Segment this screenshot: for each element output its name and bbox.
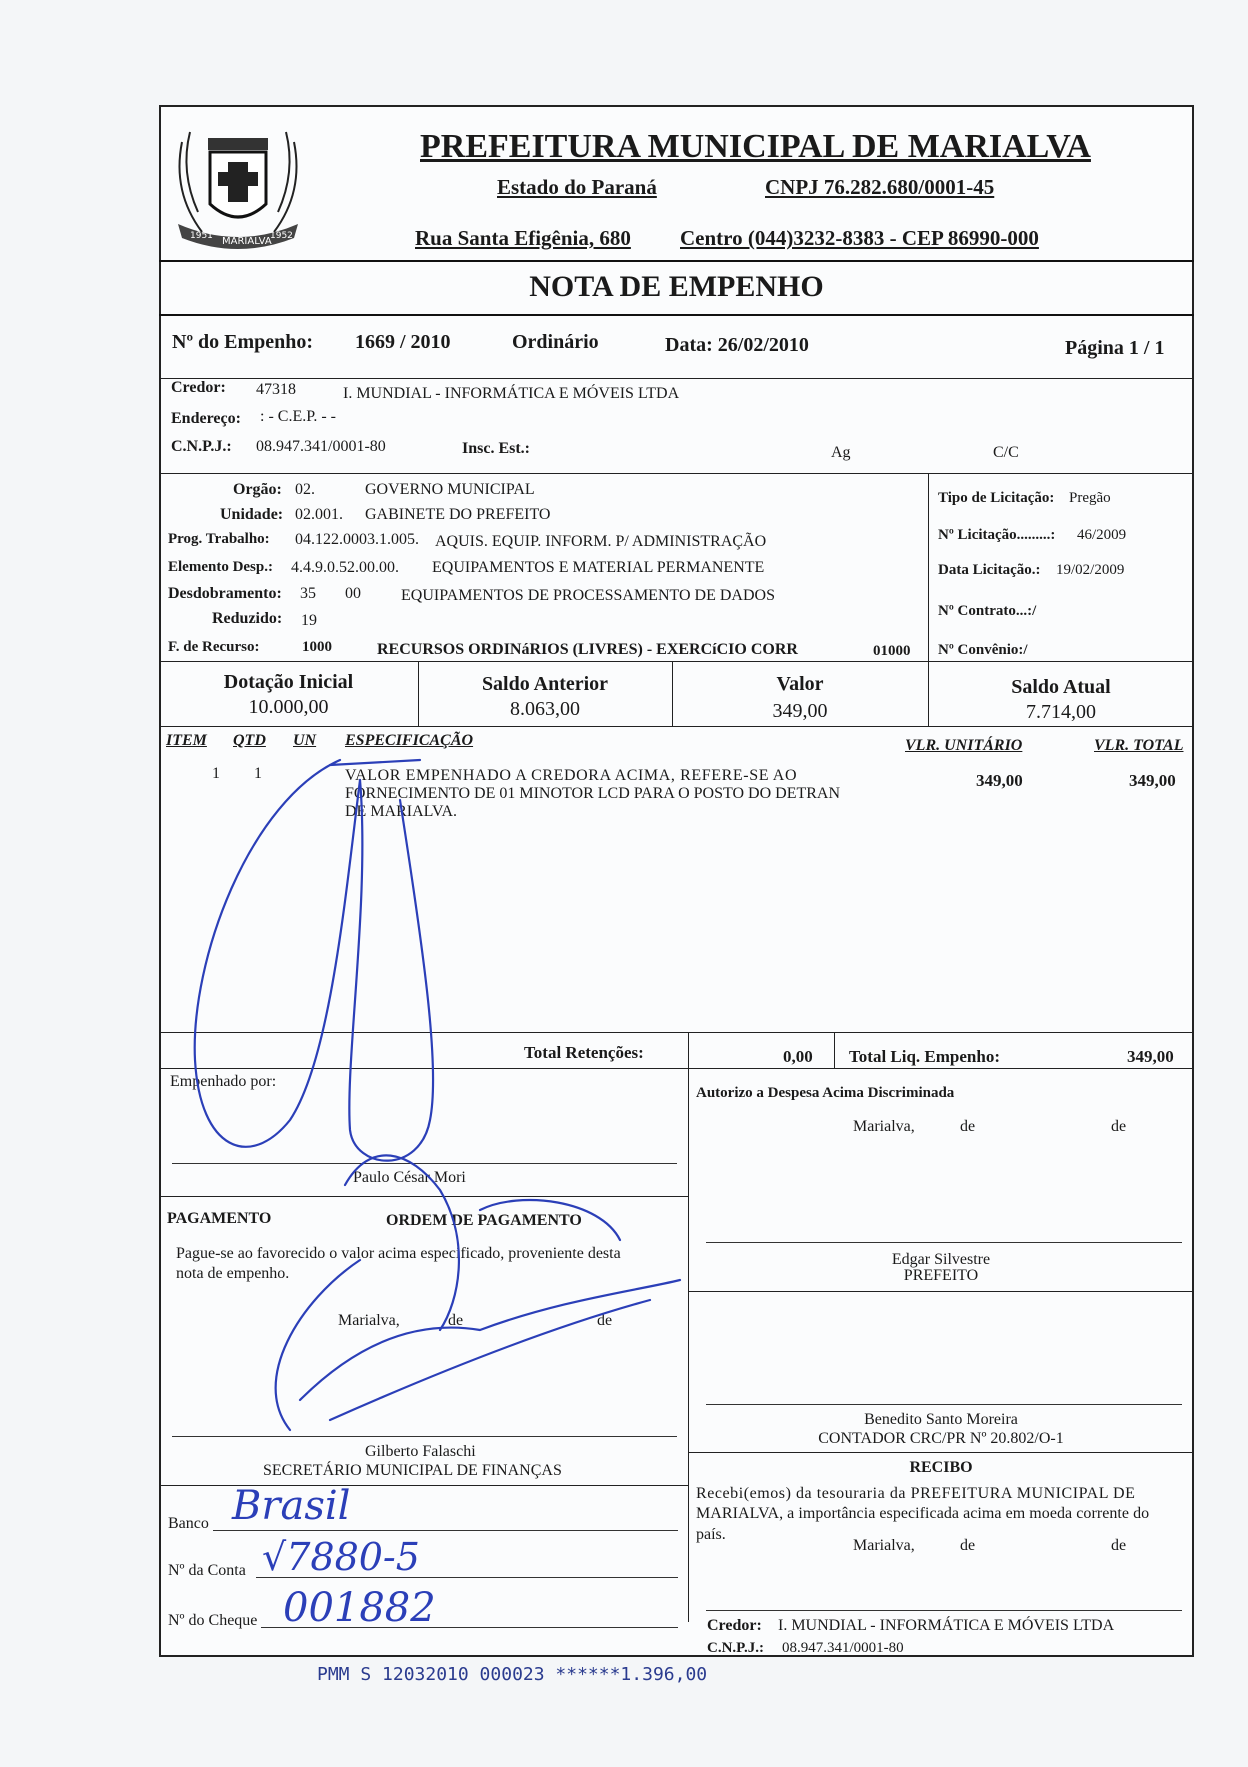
unidade-label: Unidade: xyxy=(220,506,284,523)
empenhado-por-label: Empenhado por: xyxy=(170,1073,277,1090)
saldo-anterior-label: Saldo Anterior xyxy=(481,673,609,695)
col-unit-value: VLR. UNITÁRIO xyxy=(905,737,1023,754)
pagamento-text-line1: Pague-se ao favorecido o valor acima especificado, proveniente desta xyxy=(176,1245,621,1262)
secretario-title: SECRETÁRIO MUNICIPAL DE FINANÇAS xyxy=(263,1462,562,1479)
reduzido-value: 19 xyxy=(301,612,317,629)
autorizo-de2: de xyxy=(1111,1118,1127,1135)
orgao-code: 02. xyxy=(295,481,315,498)
banco-handwritten: Brasil xyxy=(232,1483,351,1529)
col-qtd: QTD xyxy=(233,732,266,749)
unidade-code: 02.001. xyxy=(295,506,343,523)
row-total-value: 349,00 xyxy=(1129,771,1176,790)
recibo-title: RECIBO xyxy=(909,1459,973,1476)
account-label: C/C xyxy=(993,444,1019,461)
total-retencoes-label: Total Retenções: xyxy=(524,1043,644,1062)
page-title: PREFEITURA MUNICIPAL DE MARIALVA xyxy=(420,128,1091,165)
dotacao-inicial-label: Dotação Inicial xyxy=(223,671,354,693)
autorizo-label: Autorizo a Despesa Acima Discriminada xyxy=(696,1085,955,1101)
recibo-de2: de xyxy=(1111,1537,1127,1554)
page-number: Página 1 / 1 xyxy=(1065,337,1165,359)
col-spec: ESPECIFICAÇÃO xyxy=(345,732,474,749)
footer-stamp: PMM S 12032010 000023 ******1.396,00 xyxy=(317,1664,708,1685)
orgao-label: Orgão: xyxy=(233,481,282,498)
pagamento-title: PAGAMENTO xyxy=(167,1210,272,1227)
licitacao-date: 19/02/2009 xyxy=(1056,562,1125,578)
row-qtd: 1 xyxy=(254,765,262,782)
recibo-line2: MARIALVA, a importância especificada acima em moeda corrente do xyxy=(696,1505,1150,1522)
contrato-label: Nº Contrato...:/ xyxy=(938,603,1037,619)
total-liquido-value: 349,00 xyxy=(1127,1047,1174,1066)
pagamento-de2: de xyxy=(597,1312,613,1329)
conta-handwritten: √7880-5 xyxy=(262,1535,420,1579)
empenhado-por-name: Paulo César Mori xyxy=(353,1169,466,1186)
conta-label: Nº da Conta xyxy=(168,1562,246,1579)
cheque-label: Nº do Cheque xyxy=(168,1612,258,1629)
autorizo-de1: de xyxy=(960,1118,976,1135)
licitacao-number-label: Nº Licitação.........: xyxy=(938,527,1056,543)
fonte-number: 01000 xyxy=(873,643,911,659)
fonte-name: RECURSOS ORDINáRIOS (LIVRES) - EXERCíCIO CORR xyxy=(377,641,798,658)
row-spec-line2: FORNECIMENTO DE 01 MINOTOR LCD PARA O POSTO DO DETRAN xyxy=(345,785,841,802)
cnpj-value: 08.947.341/0001-80 xyxy=(256,438,386,455)
empenho-number: 1669 / 2010 xyxy=(355,331,451,353)
pagamento-city: Marialva, xyxy=(338,1312,400,1329)
cnpj-header: CNPJ 76.282.680/0001-45 xyxy=(765,175,995,199)
total-retencoes-value: 0,00 xyxy=(783,1047,813,1066)
prefeito-name: Edgar Silvestre xyxy=(891,1251,991,1268)
empenho-number-label: Nº do Empenho: xyxy=(172,331,314,353)
dotacao-inicial-value: 10.000,00 xyxy=(248,696,329,718)
desdobramento-code: 35 xyxy=(300,585,316,602)
orgao-name: GOVERNO MUNICIPAL xyxy=(365,481,535,498)
insc-est-label: Insc. Est.: xyxy=(462,440,531,457)
pagamento-de1: de xyxy=(448,1312,464,1329)
credor-label: Credor: xyxy=(171,379,226,396)
valor-label: Valor xyxy=(776,673,824,695)
recibo-credor-label: Credor: xyxy=(707,1617,762,1634)
cheque-handwritten: 001882 xyxy=(283,1585,436,1631)
address-field-label: Endereço: xyxy=(171,410,241,427)
recibo-de1: de xyxy=(960,1537,976,1554)
recibo-line3: país. xyxy=(696,1526,726,1543)
empenho-date: Data: 26/02/2010 xyxy=(665,334,809,356)
document-title: NOTA DE EMPENHO xyxy=(529,270,824,303)
svg-text:MARIALVA: MARIALVA xyxy=(222,236,272,247)
state-label: Estado do Paraná xyxy=(497,175,657,199)
convenio-label: Nº Convênio:/ xyxy=(938,642,1028,658)
pagamento-text-line2: nota de empenho. xyxy=(176,1265,290,1282)
prog-code: 04.122.0003.1.005. xyxy=(295,531,419,548)
licitacao-date-label: Data Licitação.: xyxy=(938,562,1041,578)
col-total-value: VLR. TOTAL xyxy=(1094,737,1184,754)
recibo-city: Marialva, xyxy=(853,1537,915,1554)
address-label: Rua Santa Efigênia, 680 xyxy=(415,226,631,250)
empenho-type: Ordinário xyxy=(512,331,599,353)
elemento-name: EQUIPAMENTOS E MATERIAL PERMANENTE xyxy=(432,559,765,576)
autorizo-city: Marialva, xyxy=(853,1118,915,1135)
svg-text:1952: 1952 xyxy=(270,231,293,241)
desdobramento-label: Desdobramento: xyxy=(168,585,282,602)
row-unit-value: 349,00 xyxy=(976,771,1023,790)
recibo-cnpj-value: 08.947.341/0001-80 xyxy=(782,1640,904,1656)
address-value: : - C.E.P. - - xyxy=(260,408,336,425)
agency-label: Ag xyxy=(831,444,851,461)
cnpj-label: C.N.P.J.: xyxy=(171,438,232,455)
desdobramento-sub: 00 xyxy=(345,585,361,602)
contador-title: CONTADOR CRC/PR Nº 20.802/O-1 xyxy=(818,1430,1064,1447)
col-item: ITEM xyxy=(166,732,207,749)
saldo-atual-label: Saldo Atual xyxy=(1011,676,1111,698)
prefeito-title: PREFEITO xyxy=(903,1267,979,1284)
address-contact: Centro (044)3232-8383 - CEP 86990-000 xyxy=(680,226,1039,250)
contador-name: Benedito Santo Moreira xyxy=(864,1411,1018,1428)
valor-value: 349,00 xyxy=(772,700,828,722)
desdobramento-name: EQUIPAMENTOS DE PROCESSAMENTO DE DADOS xyxy=(401,587,775,604)
row-spec-line3: DE MARIALVA. xyxy=(345,803,458,820)
svg-text:1951: 1951 xyxy=(190,231,213,241)
recibo-credor-name: I. MUNDIAL - INFORMÁTICA E MÓVEIS LTDA xyxy=(778,1617,1115,1634)
ordem-pagamento-title: ORDEM DE PAGAMENTO xyxy=(386,1212,582,1229)
total-liquido-label: Total Liq. Empenho: xyxy=(849,1047,1000,1066)
row-item: 1 xyxy=(212,765,220,782)
col-un: UN xyxy=(293,732,317,749)
licitacao-number: 46/2009 xyxy=(1077,527,1127,543)
tipo-licitacao: Pregão xyxy=(1069,490,1111,506)
prog-label: Prog. Trabalho: xyxy=(168,531,270,547)
fonte-label: F. de Recurso: xyxy=(168,639,260,655)
prog-name: AQUIS. EQUIP. INFORM. P/ ADMINISTRAÇÃO xyxy=(435,533,767,550)
credor-name: I. MUNDIAL - INFORMÁTICA E MÓVEIS LTDA xyxy=(343,385,680,402)
fonte-code: 1000 xyxy=(302,639,332,655)
row-spec-line1: VALOR EMPENHADO A CREDORA ACIMA, REFERE-SE AO xyxy=(345,767,798,784)
recibo-line1: Recebi(emos) da tesouraria da PREFEITURA MUNICIPAL DE xyxy=(696,1485,1136,1502)
tipo-licitacao-label: Tipo de Licitação: xyxy=(938,490,1055,506)
elemento-label: Elemento Desp.: xyxy=(168,559,273,575)
reduzido-label: Reduzido: xyxy=(212,610,283,627)
unidade-name: GABINETE DO PREFEITO xyxy=(365,506,551,523)
recibo-cnpj-label: C.N.P.J.: xyxy=(707,1640,764,1656)
saldo-anterior-value: 8.063,00 xyxy=(510,698,580,720)
secretario-name: Gilberto Falaschi xyxy=(365,1443,476,1460)
elemento-code: 4.4.9.0.52.00.00. xyxy=(291,559,399,576)
municipal-crest-logo xyxy=(162,112,314,260)
credor-code: 47318 xyxy=(256,381,296,398)
banco-label: Banco xyxy=(168,1515,209,1532)
saldo-atual-value: 7.714,00 xyxy=(1026,701,1096,723)
